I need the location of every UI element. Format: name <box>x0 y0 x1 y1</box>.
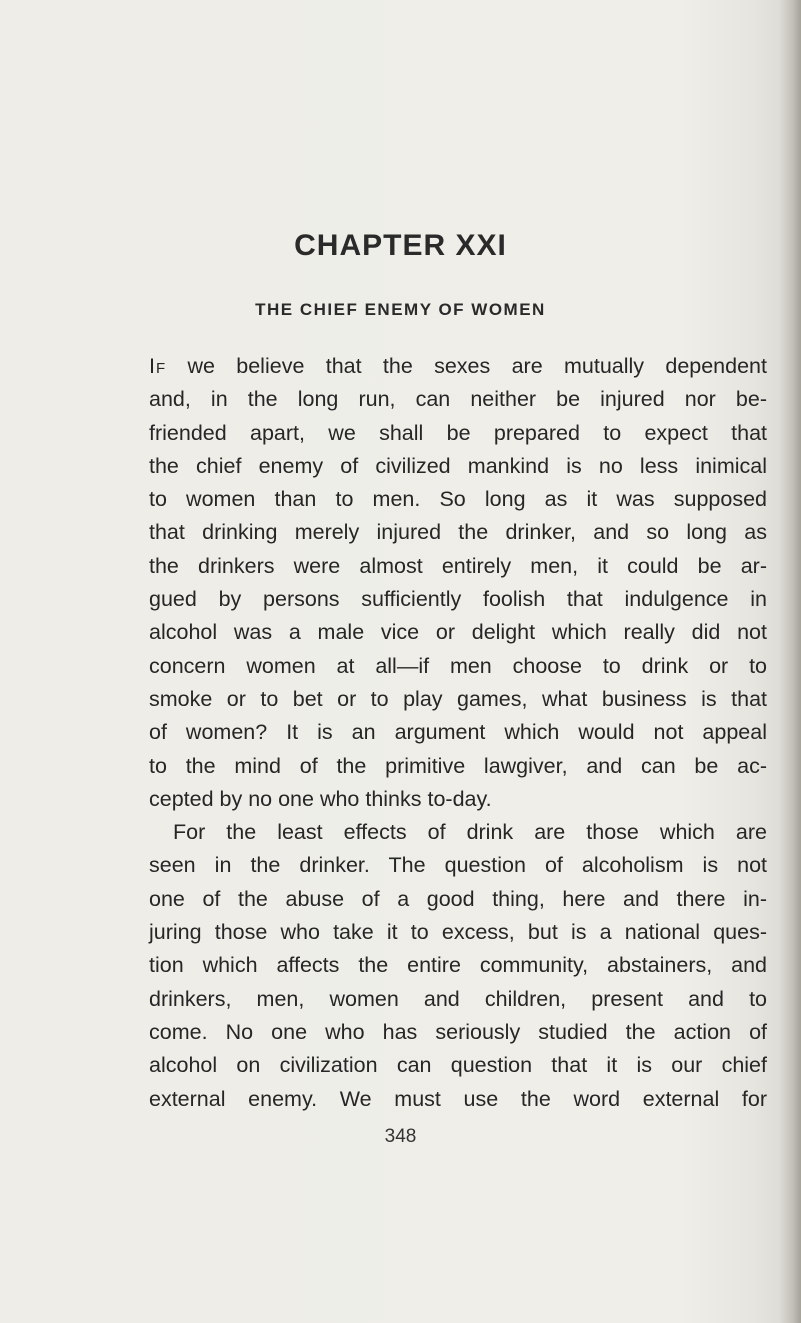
text-line: concern women at all—if men choose to drink or to <box>149 653 767 678</box>
page-edge-shadow <box>779 0 801 1323</box>
text-line: friended apart, we shall be prepared to expect that <box>149 420 767 445</box>
text-line: of women? It is an argument which would not appeal <box>149 720 767 745</box>
text-line: drinkers, men, women and children, present and to <box>149 986 767 1011</box>
chapter-subtitle: THE CHIEF ENEMY OF WOMEN <box>255 300 546 319</box>
text-line: to the mind of the primitive lawgiver, and can be ac- <box>149 753 767 778</box>
text-line: alcohol on civilization can question that it is our chief <box>149 1053 767 1078</box>
text-line: cepted by no one who thinks to-day. <box>149 786 492 811</box>
chapter-title: CHAPTER XXI <box>294 229 507 262</box>
text-line: the drinkers were almost entirely men, it could be ar- <box>149 553 767 578</box>
page-number: 348 <box>384 1126 417 1147</box>
text-line-content: we believe that the sexes are mutually dependent <box>166 354 767 378</box>
text-line: that drinking merely injured the drinker, and so long as <box>149 520 767 545</box>
text-line: seen in the drinker. The question of alcoholism is not <box>149 853 767 878</box>
text-line: gued by persons sufficiently foolish that indulgence in <box>149 587 767 612</box>
paragraph-start-line: For the least effects of drink are those which are <box>173 820 767 845</box>
text-line: alcohol was a male vice or delight which really did not <box>149 620 767 645</box>
text-line: the chief enemy of civilized mankind is no less inimical <box>149 453 767 478</box>
text-line: smoke or to bet or to play games, what business is that <box>149 686 767 711</box>
text-line: to women than to men. So long as it was supposed <box>149 487 767 512</box>
text-line: one of the abuse of a good thing, here and there in- <box>149 886 767 911</box>
text-line: external enemy. We must use the word external for <box>149 1086 767 1111</box>
text-line: juring those who take it to excess, but is a national ques- <box>149 920 767 945</box>
opening-word: If <box>149 354 167 378</box>
text-line: come. No one who has seriously studied the action of <box>149 1019 767 1044</box>
text-line <box>149 350 767 383</box>
text-line: tion which affects the entire community, abstainers, and <box>149 953 767 978</box>
body-text <box>149 350 767 1116</box>
text-line: and, in the long run, can neither be injured nor be- <box>149 387 767 412</box>
